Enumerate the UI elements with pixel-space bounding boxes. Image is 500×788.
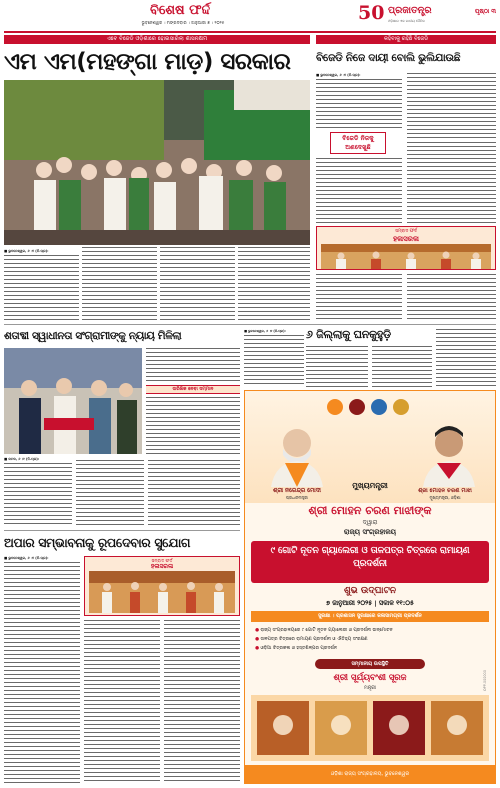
lead-body-col-2 — [82, 247, 157, 321]
opportunity-photo-box — [84, 556, 240, 616]
ad-bullet — [255, 644, 487, 653]
districts-body-col-4 — [436, 329, 496, 387]
lead-kicker-bar — [4, 35, 310, 44]
lead-photo — [4, 80, 310, 245]
lead-body-col-3 — [160, 247, 235, 321]
ad-bullet-list — [255, 626, 487, 653]
cm-title: ମୁଖ୍ୟମନ୍ତ୍ରୀ, ଓଡ଼ିଶା — [429, 495, 461, 500]
freedom-body-col-2 — [76, 460, 144, 527]
opportunity-box-kicker: ସମ୍ବାଦ ଫର୍ଦ — [151, 558, 173, 563]
bjd-sidebar — [330, 132, 386, 154]
opportunity-body-col-3 — [164, 620, 240, 784]
samachar-box — [316, 226, 496, 270]
bullet-icon: ● — [255, 637, 261, 642]
ad-by-line: ଦ୍ୱାରା — [362, 519, 378, 526]
samachar-title: ହଳାସରଳା — [393, 235, 419, 243]
pm-title: ପ୍ରଧାନମନ୍ତ୍ରୀ — [285, 495, 309, 500]
ad-guest-label: ସମ୍ମାନୀୟ ଉପସ୍ଥିତି — [351, 661, 389, 667]
ad-highlights-bar — [251, 611, 489, 622]
ad-bullet-text: ରାଜ୍ୟ ସଂଗ୍ରହାଳୟରେ ୯ ଗୋଟି ନୂତନ ଗ୍ୟାଲେରୀ ଓ ପ୍ରଦର୍ଶନୀ ଉନ୍ମୋଚନ — [260, 628, 393, 633]
museum-logo-icon — [371, 399, 387, 415]
page-label: ପୃଷ୍ଠା ୩ — [474, 8, 496, 15]
ad-gallery-strip — [251, 695, 489, 761]
ad-guest-title: ମନ୍ତ୍ରୀ — [363, 685, 377, 691]
freedom-photo — [4, 348, 142, 454]
samachar-body-col-2 — [407, 274, 496, 321]
anniversary-number: 50 — [358, 2, 385, 24]
opportunity-headline: ଅପାର ସମ୍ଭାବନାକୁ ରୂପଦେବାର ସୁଯୋଗ — [4, 535, 191, 550]
districts-body-col-1 — [244, 335, 304, 387]
bjd-headline: ବିଜେଡି ନିଜେ ଦାୟୀ ବୋଲି ଭୁଲିଯାଉଛି — [316, 52, 461, 64]
bullet-icon: ● — [255, 646, 261, 651]
freedom-body-right-2 — [146, 397, 240, 457]
freedom-dateline: ■ କଟକ, ୬ ।୧ (ନି.ପ୍ର): — [4, 457, 40, 461]
bjd-kicker: କହିବାକୁ ରହିଛି ବିଜେଡି — [383, 36, 429, 42]
ad-date-time: ୭ ଜାନୁଆରୀ ୨୦୨୫ | ସକାଳ ୧୧:୦୫ — [326, 599, 414, 607]
bjd-dateline: ■ ଭୁବନେଶ୍ୱର, ୬ ।୧ (ନି.ପ୍ର): — [316, 73, 361, 77]
samachar-body-col-1 — [316, 274, 402, 321]
samachar-photo — [321, 244, 491, 269]
opportunity-box-title: ହଳାସରଳା — [150, 563, 174, 570]
ad-guest-name: ଶ୍ରୀ ସୂର୍ଯ୍ୟବଂଶୀ ସୂରଜ — [333, 672, 407, 682]
districts-dateline: ■ ଭୁବନେଶ୍ୱର, ୬ ।୧ (ନି.ପ୍ର): — [244, 329, 286, 333]
ad-bullet — [255, 635, 487, 644]
anniversary-logo — [358, 2, 386, 28]
opportunity-dateline: ■ ଭୁବନେଶ୍ୱର, ୬ ।୧ (ନି.ପ୍ର): — [4, 556, 49, 560]
ad-center-name: ଶ୍ରୀ ମୋହନ ଚରଣ ମାଝୀଙ୍କ — [308, 504, 432, 517]
ad-event-line: ରାଜ୍ୟ ସଂଗ୍ରହାଳୟ — [343, 528, 397, 536]
bjd-body-col-2 — [407, 73, 496, 139]
cm-portrait — [415, 419, 483, 487]
ad-guest-label-bar — [315, 659, 425, 669]
lead-body-col-4 — [238, 247, 310, 321]
masthead-rule — [4, 31, 496, 33]
govt-advertisement — [244, 390, 496, 784]
freedom-headline: ଶତାବ୍ଦୀ ସ୍ୱାଧୀନତା ସଂଗ୍ରାମୀଙ୍କୁ ନ୍ୟାୟ ମିଳିଲା — [4, 330, 182, 342]
freedom-subhead: ତାରିଖିକ ନେବା ସମ୍ମାନ — [172, 387, 214, 392]
bjd-sidebar-label: ବିଜେଡି ନିଜକୁ ଅଣଦେଖୁଛି — [342, 135, 374, 151]
bullet-icon: ● — [255, 628, 261, 633]
ad-footer-bar — [245, 765, 495, 783]
divider-left-lower — [4, 530, 240, 531]
ad-center-role: ମୁଖ୍ୟମନ୍ତ୍ରୀ — [352, 481, 388, 490]
pm-name: ଶ୍ରୀ ନରେନ୍ଦ୍ର ମୋଦୀ — [273, 488, 321, 494]
ad-logo-row — [327, 399, 413, 415]
ad-highlights-title: ସୁରକ୍ଷା । ପ୍ରଶାସନ ସୁରକ୍ଷାରେ କଳାସାମଗ୍ରୀ ପ୍ରଦର୍ଶନ — [318, 613, 422, 619]
ad-bullet — [255, 626, 487, 635]
ad-footer: ଓଡ଼ିଶା ରାଜ୍ୟ ସଂଗ୍ରହାଳୟ, ଭୁବନେଶ୍ୱର — [330, 771, 410, 777]
bjd-body-col-2b — [407, 142, 496, 224]
samachar-kicker: ସମ୍ବାଦ ଫର୍ଦ — [395, 229, 417, 234]
culture-logo-icon — [393, 399, 409, 415]
masthead — [0, 0, 500, 32]
lead-headline: ଏମ ଏମ(ମହଙ୍ଗା ମାଡ଼) ସରକାର — [4, 49, 291, 75]
freedom-subhead-box — [146, 385, 240, 394]
districts-body-col-3 — [372, 346, 432, 387]
districts-headline: ୬ ଜିଲ୍ଲାକୁ ଘନକୁହୁଡ଼ି — [306, 328, 391, 341]
opportunity-body-col-1 — [4, 562, 80, 784]
freedom-body-right — [146, 348, 240, 382]
brand-subtitle: ଓଡ଼ିଶାର ଏକ ଜାତୀୟ ଦୈନିକ — [388, 19, 425, 23]
divider-mid — [4, 324, 496, 325]
bjd-body-col-1 — [316, 79, 402, 129]
freedom-body-col-3 — [148, 460, 240, 527]
districts-body-col-2 — [306, 346, 368, 387]
ad-side-code: OPP-000000 — [483, 670, 487, 691]
ad-banner-title: ୯ ଗୋଟି ନୂତନ ଗ୍ୟାଲେରୀ ଓ ତାଳପତ୍ର ଚିତ୍ରରେ ରାମାୟଣ ପ୍ରଦର୍ଶନୀ — [270, 546, 470, 569]
bjd-kicker-bar — [316, 35, 496, 44]
ad-bullet-text: ଓଡ଼ିଆ ଚିତ୍ରକଳା ଓ ହସ୍ତଶିଳ୍ପର ପ୍ରଦର୍ଶନ — [260, 646, 338, 651]
freedom-body-col-1 — [4, 463, 72, 527]
lead-kicker: ଏବେ ବିଜେଡି ଓଡ଼ିଶାରେ ହୋଇସାରିଲା ଶାସନକ୍ଷମ — [106, 36, 208, 42]
ad-bullet-text: ତାଳପତ୍ର ଚିତ୍ରରେ ରାମାୟଣ ପ୍ରଦର୍ଶନୀ ଓ ଐତିହ୍ୟ ସଂରକ୍ଷଣ — [260, 637, 368, 642]
opportunity-body-col-2 — [84, 620, 160, 784]
lead-body-col-1 — [4, 255, 79, 321]
brand-name: ପ୍ରଜାତନ୍ତ୍ର — [388, 5, 432, 16]
pm-portrait — [263, 419, 331, 487]
lead-dateline: ■ ଭୁବନେଶ୍ୱର, ୬ ।୧ (ନି.ପ୍ର): — [4, 249, 49, 253]
bjd-body-col-1b — [316, 158, 402, 224]
dateline: ଭୁବନେଶ୍ୱର । ମଙ୍ଗଳବାର । ଜାନୁଆରୀ ୭ । ୨୦୨୫ — [141, 20, 225, 25]
odisha-logo-icon — [349, 399, 365, 415]
cm-name: ଶ୍ରୀ ମୋହନ ଚରଣ ମାଝୀ — [418, 488, 472, 494]
section-title: ବିଶେଷ ଫର୍ଦ୍ଦ — [149, 3, 211, 18]
ad-inauguration: ଶୁଭ ଉଦ୍‌ଘାଟନ — [343, 586, 397, 596]
emblem-icon — [327, 399, 343, 415]
ad-title-banner — [251, 541, 489, 583]
